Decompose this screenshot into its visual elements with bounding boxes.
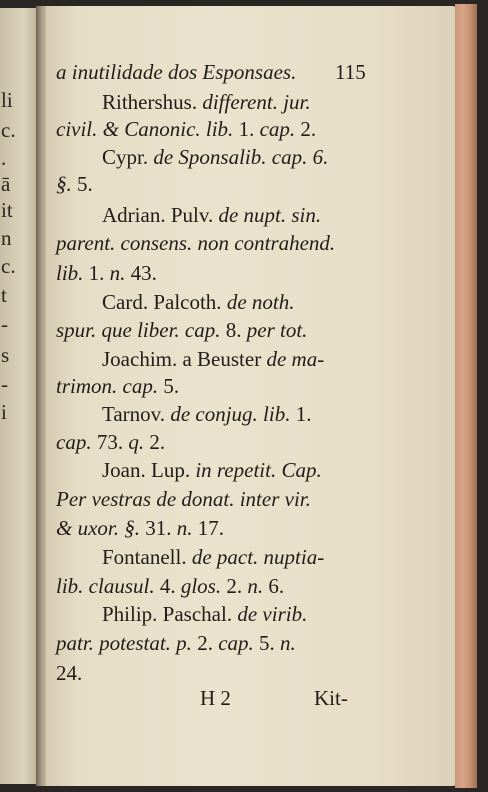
text-segment: 43. xyxy=(130,261,157,285)
text-segment: 4. xyxy=(159,574,181,598)
text-segment: 17. xyxy=(197,516,224,540)
text-segment: 24. xyxy=(56,661,83,685)
text-line xyxy=(102,92,311,113)
text-segment: n. xyxy=(176,516,198,540)
margin-fragment: it xyxy=(1,198,13,222)
text-segment: 5. xyxy=(259,631,281,655)
text-segment: trimon. cap. xyxy=(56,374,164,398)
text-line xyxy=(56,518,224,539)
signature-mark: H 2 xyxy=(200,686,231,710)
page-fore-edge xyxy=(455,4,477,788)
text-segment: cap. xyxy=(218,631,260,655)
text-segment: n. xyxy=(247,574,269,598)
left-page-edge xyxy=(0,8,40,784)
text-line xyxy=(102,404,311,425)
text-line xyxy=(102,349,324,370)
text-segment: lib. clausul. xyxy=(56,574,160,598)
text-line xyxy=(56,633,296,654)
page-text xyxy=(46,6,456,786)
text-segment: 5. xyxy=(77,172,93,196)
text-segment: 31. xyxy=(145,516,177,540)
text-segment: de nupt. sin. xyxy=(218,203,322,227)
text-segment: Rithershus. xyxy=(102,90,203,114)
text-line xyxy=(56,376,179,397)
text-segment: Fontanell. xyxy=(102,545,192,569)
text-segment: parent. consens. non contrahend. xyxy=(56,231,336,255)
text-segment: de pact. nuptia- xyxy=(191,545,325,569)
margin-fragment: s xyxy=(1,343,10,367)
text-segment: 1. xyxy=(238,117,260,141)
text-segment: lib. xyxy=(56,261,89,285)
text-segment: Joan. Lup. xyxy=(102,458,196,482)
margin-fragment: . xyxy=(1,146,7,170)
text-segment: in repetit. Cap. xyxy=(195,458,322,482)
text-segment: Adrian. Pulv. xyxy=(102,203,219,227)
margin-fragment: - xyxy=(1,312,8,336)
text-segment: 8. xyxy=(225,318,247,342)
text-line xyxy=(102,547,324,568)
margin-fragment: - xyxy=(1,372,8,396)
text-segment: Cypr. xyxy=(102,145,154,169)
text-segment: 5. xyxy=(163,374,180,398)
margin-fragment: c. xyxy=(1,254,16,278)
text-segment: different. jur. xyxy=(202,90,311,114)
text-line xyxy=(56,233,335,254)
text-segment: de conjug. lib. xyxy=(170,402,296,426)
text-line xyxy=(56,119,316,140)
text-segment: q. xyxy=(128,430,150,454)
text-segment: de Sponsalib. cap. 6. xyxy=(153,145,329,169)
margin-fragment: ā xyxy=(1,172,11,196)
text-segment: Per vestras de donat. inter vir. xyxy=(56,487,311,511)
text-segment: Tarnov. xyxy=(102,402,171,426)
margin-fragment: t xyxy=(1,283,7,307)
text-line xyxy=(56,320,307,341)
text-segment: 2. xyxy=(149,430,166,454)
text-segment: Philip. Paschal. xyxy=(102,602,238,626)
margin-fragment: i xyxy=(1,400,7,424)
text-line xyxy=(102,292,294,313)
text-line xyxy=(56,263,157,284)
text-line xyxy=(102,604,307,625)
text-segment: & uxor. §. xyxy=(56,516,146,540)
text-line xyxy=(56,663,82,684)
text-segment: glos. xyxy=(180,574,227,598)
text-segment: 2. xyxy=(197,631,219,655)
text-segment: Joachim. a Beuster xyxy=(102,347,267,371)
margin-fragment: n xyxy=(1,226,12,250)
text-segment: de virib. xyxy=(237,602,308,626)
text-segment: 2. xyxy=(226,574,248,598)
catchword: Kit- xyxy=(314,686,348,710)
text-line xyxy=(56,576,284,597)
margin-fragment: li xyxy=(1,88,13,112)
text-segment: Card. Palcoth. xyxy=(102,290,227,314)
text-segment: cap. xyxy=(259,117,301,141)
running-title: a inutilidade dos Esponsaes. xyxy=(56,60,297,84)
text-segment: civil. & Canonic. lib. xyxy=(56,117,239,141)
text-segment: 1. xyxy=(88,261,110,285)
text-segment: 2. xyxy=(300,117,317,141)
text-segment: 73. xyxy=(96,430,129,454)
page-number: 115 xyxy=(335,60,366,84)
text-segment: spur. que liber. cap. xyxy=(56,318,226,342)
text-line xyxy=(56,432,165,453)
text-line xyxy=(102,460,322,481)
text-segment: 1. xyxy=(295,402,312,426)
text-segment: n. xyxy=(109,261,131,285)
text-line xyxy=(102,205,321,226)
text-segment: cap. xyxy=(56,430,97,454)
text-line xyxy=(56,489,311,510)
text-segment: de noth. xyxy=(226,290,295,314)
text-segment: n. xyxy=(280,631,296,655)
left-page-margin-text xyxy=(0,8,40,784)
text-segment: 6. xyxy=(268,574,285,598)
text-segment: patr. potestat. p. xyxy=(56,631,198,655)
text-line xyxy=(56,174,93,195)
text-segment: de ma- xyxy=(266,347,325,371)
margin-fragment: c. xyxy=(1,118,16,142)
text-segment: per tot. xyxy=(246,318,308,342)
text-segment: §. xyxy=(56,172,77,196)
text-line xyxy=(102,147,328,168)
